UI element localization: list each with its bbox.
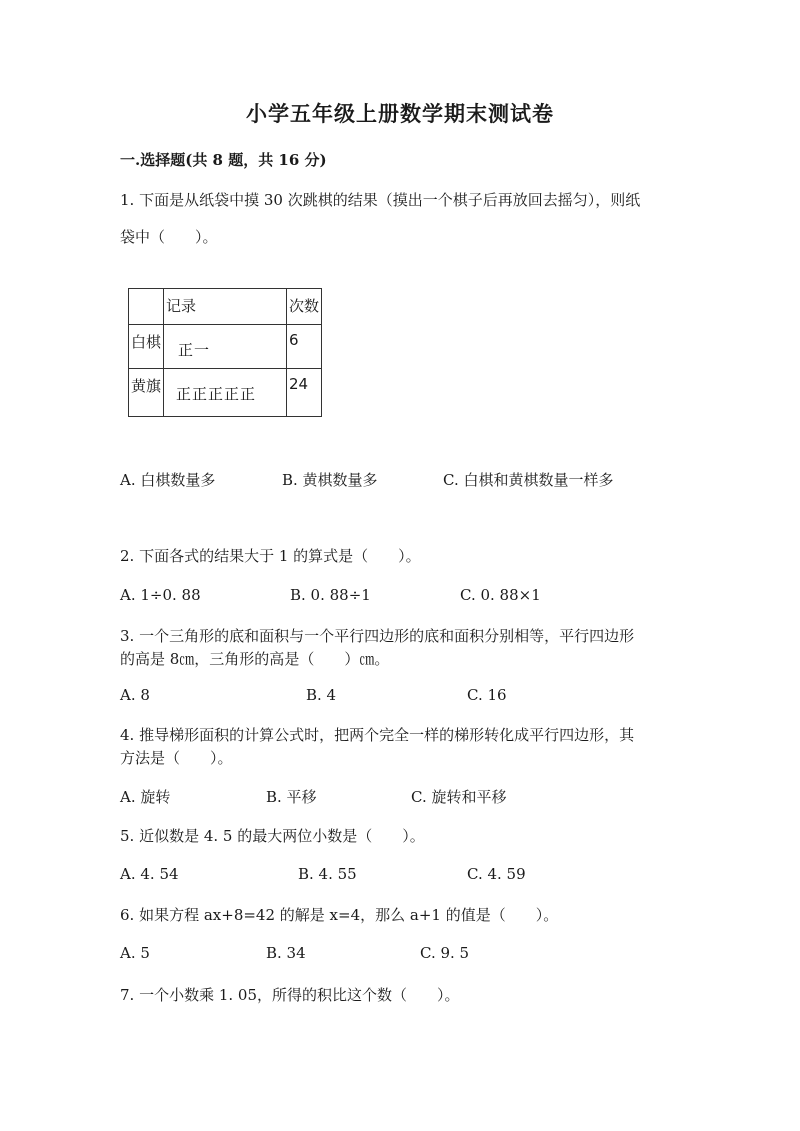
table-header-record: 记录 (164, 289, 287, 325)
q5-option-c[interactable]: C. 4. 59 (467, 865, 526, 883)
row-count-yellow: 24 (287, 369, 322, 417)
question-1-text: 1. 下面是从纸袋中摸 30 次跳棋的结果（摸出一个棋子后再放回去摇匀），则纸 (120, 191, 641, 209)
q5-option-b[interactable]: B. 4. 55 (298, 865, 357, 883)
record-table (128, 288, 322, 417)
row-tally-yellow (164, 369, 287, 417)
q4-option-a[interactable]: A. 旋转 (120, 788, 171, 806)
q1-option-b[interactable]: B. 黄棋数量多 (282, 471, 378, 489)
q2-option-a[interactable]: A. 1÷0. 88 (120, 586, 201, 604)
question-7-text: 7. 一个小数乘 1. 05，所得的积比这个数（ ）。 (120, 986, 460, 1004)
q2-option-b[interactable]: B. 0. 88÷1 (290, 586, 371, 604)
row-tally-white (164, 325, 287, 369)
q6-option-a[interactable]: A. 5 (120, 944, 150, 962)
question-4-text-cont: 方法是（ ）。 (120, 749, 233, 767)
row-count-white: 6 (287, 325, 322, 369)
question-2-text: 2. 下面各式的结果大于 1 的算式是（ ）。 (120, 547, 421, 565)
question-3-text-cont: 的高是 8㎝，三角形的高是（ ）㎝。 (120, 650, 390, 668)
section-heading: 一.选择题(共 8 题，共 16 分) (120, 151, 327, 169)
question-6-text: 6. 如果方程 ax+8=42 的解是 x=4，那么 a+1 的值是（ ）。 (120, 906, 559, 924)
page-title: 小学五年级上册数学期末测试卷 (246, 101, 554, 126)
question-4-text: 4. 推导梯形面积的计算公式时，把两个完全一样的梯形转化成平行四边形，其 (120, 726, 635, 744)
table-row (129, 325, 322, 369)
table-row (129, 369, 322, 417)
question-1-text-cont: 袋中（ ）。 (120, 228, 218, 246)
q2-option-c[interactable]: C. 0. 88×1 (460, 586, 541, 604)
q3-option-c[interactable]: C. 16 (467, 686, 507, 704)
table-header-corner (129, 289, 164, 325)
q1-option-c[interactable]: C. 白棋和黄棋数量一样多 (443, 471, 614, 489)
q6-option-c[interactable]: C. 9. 5 (420, 944, 470, 962)
tally-marks: 正一 (178, 341, 211, 359)
table-header-count: 次数 (287, 289, 322, 325)
table-header-row (129, 289, 322, 325)
question-3-text: 3. 一个三角形的底和面积与一个平行四边形的底和面积分别相等，平行四边形 (120, 627, 635, 645)
q1-option-a[interactable]: A. 白棋数量多 (120, 471, 216, 489)
q4-option-c[interactable]: C. 旋转和平移 (411, 788, 507, 806)
tally-marks: 正正正正正 (176, 385, 257, 403)
q3-option-b[interactable]: B. 4 (306, 686, 337, 704)
row-label-white: 白棋 (129, 325, 164, 369)
q3-option-a[interactable]: A. 8 (120, 686, 150, 704)
q6-option-b[interactable]: B. 34 (266, 944, 306, 962)
row-label-yellow: 黄旗 (129, 369, 164, 417)
q5-option-a[interactable]: A. 4. 54 (120, 865, 179, 883)
q4-option-b[interactable]: B. 平移 (266, 788, 317, 806)
question-5-text: 5. 近似数是 4. 5 的最大两位小数是（ ）。 (120, 827, 425, 845)
